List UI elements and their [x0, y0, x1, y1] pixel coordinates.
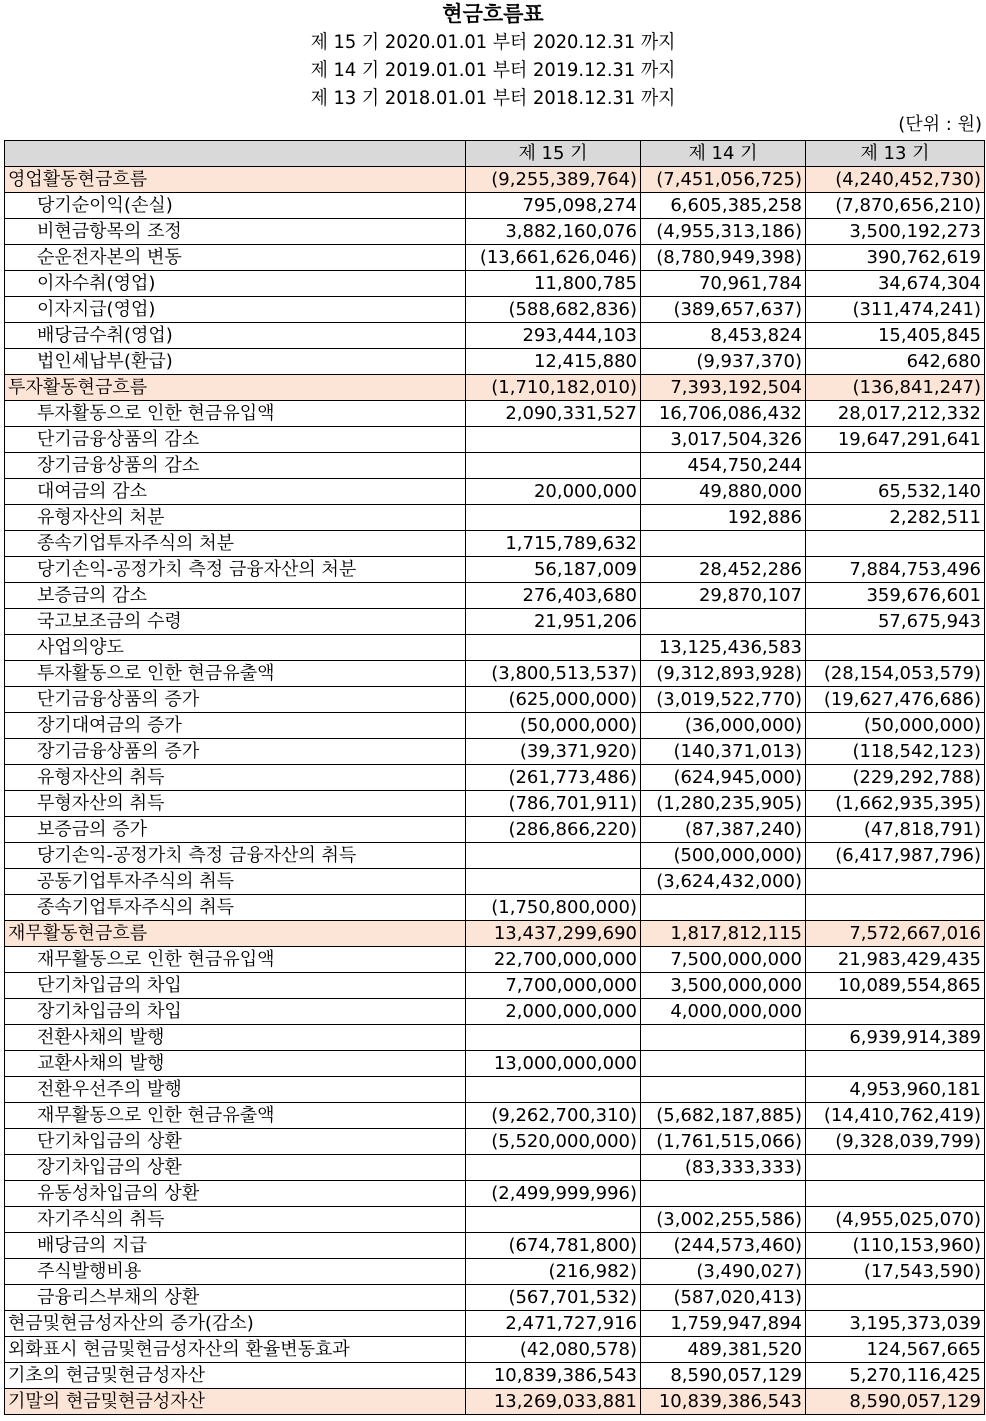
- table-header-row: [5, 141, 985, 167]
- document-title: 현금흐름표: [442, 2, 544, 26]
- value-13-gi: (47,818,791): [806, 817, 985, 843]
- row-label: 무형자산의 취득: [5, 791, 466, 817]
- value-14-gi: 6,605,385,258: [641, 193, 806, 219]
- value-13-gi: 2,282,511: [806, 505, 985, 531]
- value-13-gi: (50,000,000): [806, 713, 985, 739]
- row-label: 순운전자본의 변동: [5, 245, 466, 271]
- value-15-gi: [466, 1207, 641, 1233]
- value-14-gi: [641, 1181, 806, 1207]
- row-label: 종속기업투자주식의 취득: [5, 895, 466, 921]
- value-14-gi: 8,453,824: [641, 323, 806, 349]
- table-row: [5, 609, 985, 635]
- row-label: 공동기업투자주식의 취득: [5, 869, 466, 895]
- value-13-gi: 390,762,619: [806, 245, 985, 271]
- table-row: [5, 1285, 985, 1311]
- table-row: [5, 869, 985, 895]
- table-row: [5, 219, 985, 245]
- row-label: 주식발행비용: [5, 1259, 466, 1285]
- value-15-gi: [466, 1025, 641, 1051]
- row-label: 현금및현금성자산의 증가(감소): [5, 1311, 466, 1337]
- row-label: 투자활동으로 인한 현금유입액: [5, 401, 466, 427]
- value-15-gi: (13,661,626,046): [466, 245, 641, 271]
- period-line-14: 제 14 기 2019.01.01 부터 2019.12.31 까지: [310, 59, 676, 81]
- value-13-gi: (14,410,762,419): [806, 1103, 985, 1129]
- value-13-gi: 57,675,943: [806, 609, 985, 635]
- table-row: [5, 479, 985, 505]
- row-label: 단기차입금의 차입: [5, 973, 466, 999]
- unit-label: (단위 : 원): [898, 114, 982, 135]
- row-label: 전환우선주의 발행: [5, 1077, 466, 1103]
- table-row: [5, 1051, 985, 1077]
- row-label: 장기차입금의 상환: [5, 1155, 466, 1181]
- row-label: 대여금의 감소: [5, 479, 466, 505]
- row-label: 단기금융상품의 감소: [5, 427, 466, 453]
- value-14-gi: (3,490,027): [641, 1259, 806, 1285]
- value-15-gi: 12,415,880: [466, 349, 641, 375]
- row-label: 당기손익-공정가치 측정 금융자산의 처분: [5, 557, 466, 583]
- table-row: [5, 271, 985, 297]
- table-row: [5, 713, 985, 739]
- value-15-gi: (286,866,220): [466, 817, 641, 843]
- value-15-gi: 7,700,000,000: [466, 973, 641, 999]
- value-15-gi: (567,701,532): [466, 1285, 641, 1311]
- table-row: [5, 1207, 985, 1233]
- table-row: [5, 817, 985, 843]
- value-15-gi: 13,269,033,881: [466, 1389, 641, 1415]
- table-row: [5, 401, 985, 427]
- table-row: [5, 1129, 985, 1155]
- value-15-gi: 2,000,000,000: [466, 999, 641, 1025]
- value-13-gi: 8,590,057,129: [806, 1389, 985, 1415]
- value-15-gi: (42,080,578): [466, 1337, 641, 1363]
- value-14-gi: (244,573,460): [641, 1233, 806, 1259]
- row-label: 법인세납부(환급): [5, 349, 466, 375]
- value-14-gi: [641, 531, 806, 557]
- value-13-gi: 7,572,667,016: [806, 921, 985, 947]
- table-row: [5, 895, 985, 921]
- value-13-gi: (9,328,039,799): [806, 1129, 985, 1155]
- value-13-gi: 34,674,304: [806, 271, 985, 297]
- value-14-gi: [641, 1077, 806, 1103]
- value-15-gi: 11,800,785: [466, 271, 641, 297]
- table-row: [5, 661, 985, 687]
- value-15-gi: [466, 505, 641, 531]
- row-label: 장기차입금의 차입: [5, 999, 466, 1025]
- header-period-14: 제 14 기: [641, 141, 806, 167]
- value-13-gi: 10,089,554,865: [806, 973, 985, 999]
- table-row: [5, 297, 985, 323]
- row-label: 장기금융상품의 증가: [5, 739, 466, 765]
- table-row: [5, 843, 985, 869]
- row-label: 기말의 현금및현금성자산: [5, 1389, 466, 1415]
- period-line-15: 제 15 기 2020.01.01 부터 2020.12.31 까지: [310, 31, 676, 53]
- value-15-gi: 276,403,680: [466, 583, 641, 609]
- value-13-gi: 3,195,373,039: [806, 1311, 985, 1337]
- value-13-gi: [806, 1181, 985, 1207]
- section-row: [5, 167, 985, 193]
- row-label: 장기금융상품의 감소: [5, 453, 466, 479]
- value-13-gi: (19,627,476,686): [806, 687, 985, 713]
- value-14-gi: (500,000,000): [641, 843, 806, 869]
- table-row: [5, 583, 985, 609]
- row-label: 보증금의 증가: [5, 817, 466, 843]
- table-row: [5, 1233, 985, 1259]
- value-14-gi: 1,759,947,894: [641, 1311, 806, 1337]
- row-label: 재무활동으로 인한 현금유입액: [5, 947, 466, 973]
- cash-flow-table: [4, 140, 985, 1415]
- value-14-gi: [641, 609, 806, 635]
- value-14-gi: 454,750,244: [641, 453, 806, 479]
- value-15-gi: 13,000,000,000: [466, 1051, 641, 1077]
- value-14-gi: (5,682,187,885): [641, 1103, 806, 1129]
- value-14-gi: 7,393,192,504: [641, 375, 806, 401]
- table-row: [5, 1181, 985, 1207]
- value-15-gi: (786,701,911): [466, 791, 641, 817]
- value-13-gi: [806, 453, 985, 479]
- value-13-gi: [806, 1051, 985, 1077]
- value-14-gi: (140,371,013): [641, 739, 806, 765]
- value-15-gi: 1,715,789,632: [466, 531, 641, 557]
- value-13-gi: 65,532,140: [806, 479, 985, 505]
- value-13-gi: (1,662,935,395): [806, 791, 985, 817]
- value-15-gi: 21,951,206: [466, 609, 641, 635]
- value-15-gi: (3,800,513,537): [466, 661, 641, 687]
- row-label: 영업활동현금흐름: [5, 167, 466, 193]
- table-row: [5, 635, 985, 661]
- value-14-gi: 16,706,086,432: [641, 401, 806, 427]
- value-13-gi: [806, 531, 985, 557]
- value-13-gi: 4,953,960,181: [806, 1077, 985, 1103]
- value-15-gi: 13,437,299,690: [466, 921, 641, 947]
- row-label: 유형자산의 처분: [5, 505, 466, 531]
- value-13-gi: (136,841,247): [806, 375, 985, 401]
- value-13-gi: (229,292,788): [806, 765, 985, 791]
- value-15-gi: (674,781,800): [466, 1233, 641, 1259]
- table-row: [5, 999, 985, 1025]
- value-13-gi: (7,870,656,210): [806, 193, 985, 219]
- section-row: [5, 375, 985, 401]
- table-row: [5, 1259, 985, 1285]
- table-row: [5, 765, 985, 791]
- value-15-gi: (1,750,800,000): [466, 895, 641, 921]
- row-label: 비현금항목의 조정: [5, 219, 466, 245]
- row-label: 외화표시 현금및현금성자산의 환율변동효과: [5, 1337, 466, 1363]
- value-13-gi: (311,474,241): [806, 297, 985, 323]
- value-13-gi: (4,240,452,730): [806, 167, 985, 193]
- value-14-gi: (7,451,056,725): [641, 167, 806, 193]
- value-14-gi: 1,817,812,115: [641, 921, 806, 947]
- value-14-gi: (3,019,522,770): [641, 687, 806, 713]
- value-13-gi: 7,884,753,496: [806, 557, 985, 583]
- row-label: 배당금수취(영업): [5, 323, 466, 349]
- value-15-gi: 20,000,000: [466, 479, 641, 505]
- row-label: 투자활동으로 인한 현금유출액: [5, 661, 466, 687]
- table-row: [5, 739, 985, 765]
- value-13-gi: 642,680: [806, 349, 985, 375]
- table-row: [5, 1103, 985, 1129]
- table-row: [5, 1155, 985, 1181]
- period-line-13: 제 13 기 2018.01.01 부터 2018.12.31 까지: [310, 87, 676, 109]
- value-15-gi: (5,520,000,000): [466, 1129, 641, 1155]
- table-row: [5, 1337, 985, 1363]
- value-15-gi: 10,839,386,543: [466, 1363, 641, 1389]
- value-13-gi: [806, 1285, 985, 1311]
- row-label: 단기차입금의 상환: [5, 1129, 466, 1155]
- value-15-gi: 22,700,000,000: [466, 947, 641, 973]
- table-row: [5, 557, 985, 583]
- row-label: 투자활동현금흐름: [5, 375, 466, 401]
- row-label: 유형자산의 취득: [5, 765, 466, 791]
- value-14-gi: (87,387,240): [641, 817, 806, 843]
- value-15-gi: (261,773,486): [466, 765, 641, 791]
- value-14-gi: [641, 1025, 806, 1051]
- value-15-gi: [466, 427, 641, 453]
- row-label: 기초의 현금및현금성자산: [5, 1363, 466, 1389]
- table-row: [5, 427, 985, 453]
- table-body: [5, 167, 985, 1415]
- value-14-gi: 3,500,000,000: [641, 973, 806, 999]
- value-13-gi: [806, 635, 985, 661]
- table-row: [5, 193, 985, 219]
- value-14-gi: 13,125,436,583: [641, 635, 806, 661]
- table-row: [5, 505, 985, 531]
- row-label: 당기순이익(손실): [5, 193, 466, 219]
- value-13-gi: [806, 1155, 985, 1181]
- value-15-gi: 2,471,727,916: [466, 1311, 641, 1337]
- table-row: [5, 1025, 985, 1051]
- row-label: 재무활동으로 인한 현금유출액: [5, 1103, 466, 1129]
- value-15-gi: (1,710,182,010): [466, 375, 641, 401]
- value-14-gi: 489,381,520: [641, 1337, 806, 1363]
- value-13-gi: (17,543,590): [806, 1259, 985, 1285]
- value-15-gi: 293,444,103: [466, 323, 641, 349]
- value-14-gi: 29,870,107: [641, 583, 806, 609]
- value-14-gi: (587,020,413): [641, 1285, 806, 1311]
- value-15-gi: [466, 869, 641, 895]
- value-14-gi: (36,000,000): [641, 713, 806, 739]
- value-14-gi: (3,002,255,586): [641, 1207, 806, 1233]
- value-15-gi: (2,499,999,996): [466, 1181, 641, 1207]
- row-label: 교환사채의 발행: [5, 1051, 466, 1077]
- row-label: 국고보조금의 수령: [5, 609, 466, 635]
- value-15-gi: (39,371,920): [466, 739, 641, 765]
- value-15-gi: (588,682,836): [466, 297, 641, 323]
- value-13-gi: (6,417,987,796): [806, 843, 985, 869]
- value-13-gi: 6,939,914,389: [806, 1025, 985, 1051]
- value-15-gi: [466, 843, 641, 869]
- value-14-gi: [641, 895, 806, 921]
- row-label: 자기주식의 취득: [5, 1207, 466, 1233]
- value-13-gi: 359,676,601: [806, 583, 985, 609]
- value-15-gi: [466, 453, 641, 479]
- section-row: [5, 1389, 985, 1415]
- value-14-gi: 28,452,286: [641, 557, 806, 583]
- value-15-gi: [466, 635, 641, 661]
- value-15-gi: (50,000,000): [466, 713, 641, 739]
- value-14-gi: (1,280,235,905): [641, 791, 806, 817]
- row-label: 이자지급(영업): [5, 297, 466, 323]
- value-15-gi: 3,882,160,076: [466, 219, 641, 245]
- row-label: 장기대여금의 증가: [5, 713, 466, 739]
- value-14-gi: 192,886: [641, 505, 806, 531]
- value-14-gi: [641, 1051, 806, 1077]
- value-13-gi: (118,542,123): [806, 739, 985, 765]
- row-label: 종속기업투자주식의 처분: [5, 531, 466, 557]
- value-14-gi: 3,017,504,326: [641, 427, 806, 453]
- table-row: [5, 973, 985, 999]
- value-14-gi: (9,312,893,928): [641, 661, 806, 687]
- table-row: [5, 947, 985, 973]
- value-14-gi: 8,590,057,129: [641, 1363, 806, 1389]
- value-14-gi: (83,333,333): [641, 1155, 806, 1181]
- value-13-gi: 124,567,665: [806, 1337, 985, 1363]
- row-label: 전환사채의 발행: [5, 1025, 466, 1051]
- row-label: 재무활동현금흐름: [5, 921, 466, 947]
- row-label: 사업의양도: [5, 635, 466, 661]
- value-13-gi: 5,270,116,425: [806, 1363, 985, 1389]
- value-13-gi: (28,154,053,579): [806, 661, 985, 687]
- value-15-gi: 2,090,331,527: [466, 401, 641, 427]
- value-14-gi: (389,657,637): [641, 297, 806, 323]
- table-row: [5, 1311, 985, 1337]
- table-row: [5, 323, 985, 349]
- value-13-gi: 19,647,291,641: [806, 427, 985, 453]
- table-row: [5, 1077, 985, 1103]
- value-15-gi: 56,187,009: [466, 557, 641, 583]
- value-14-gi: (624,945,000): [641, 765, 806, 791]
- value-13-gi: 28,017,212,332: [806, 401, 985, 427]
- table-row: [5, 687, 985, 713]
- value-14-gi: (1,761,515,066): [641, 1129, 806, 1155]
- value-13-gi: [806, 869, 985, 895]
- table-row: [5, 791, 985, 817]
- row-label: 유동성차입금의 상환: [5, 1181, 466, 1207]
- value-14-gi: (9,937,370): [641, 349, 806, 375]
- row-label: 보증금의 감소: [5, 583, 466, 609]
- row-label: 이자수취(영업): [5, 271, 466, 297]
- value-13-gi: 15,405,845: [806, 323, 985, 349]
- row-label: 금융리스부채의 상환: [5, 1285, 466, 1311]
- value-15-gi: (625,000,000): [466, 687, 641, 713]
- value-14-gi: 4,000,000,000: [641, 999, 806, 1025]
- header-period-13: 제 13 기: [806, 141, 985, 167]
- value-15-gi: 795,098,274: [466, 193, 641, 219]
- value-15-gi: [466, 1155, 641, 1181]
- value-14-gi: 10,839,386,543: [641, 1389, 806, 1415]
- value-14-gi: (3,624,432,000): [641, 869, 806, 895]
- value-14-gi: (4,955,313,186): [641, 219, 806, 245]
- value-15-gi: (216,982): [466, 1259, 641, 1285]
- value-13-gi: (110,153,960): [806, 1233, 985, 1259]
- value-14-gi: (8,780,949,398): [641, 245, 806, 271]
- value-13-gi: [806, 999, 985, 1025]
- value-13-gi: 3,500,192,273: [806, 219, 985, 245]
- value-13-gi: [806, 895, 985, 921]
- row-label: 배당금의 지급: [5, 1233, 466, 1259]
- row-label: 단기금융상품의 증가: [5, 687, 466, 713]
- table-row: [5, 349, 985, 375]
- value-13-gi: (4,955,025,070): [806, 1207, 985, 1233]
- table-row: [5, 453, 985, 479]
- row-label: 당기손익-공정가치 측정 금융자산의 취득: [5, 843, 466, 869]
- section-row: [5, 921, 985, 947]
- value-15-gi: [466, 1077, 641, 1103]
- value-13-gi: 21,983,429,435: [806, 947, 985, 973]
- header-period-15: 제 15 기: [466, 141, 641, 167]
- value-14-gi: 70,961,784: [641, 271, 806, 297]
- table-row: [5, 245, 985, 271]
- value-15-gi: (9,255,389,764): [466, 167, 641, 193]
- value-14-gi: 49,880,000: [641, 479, 806, 505]
- value-15-gi: (9,262,700,310): [466, 1103, 641, 1129]
- value-14-gi: 7,500,000,000: [641, 947, 806, 973]
- table-row: [5, 1363, 985, 1389]
- header-label-column: [5, 141, 466, 167]
- table-row: [5, 531, 985, 557]
